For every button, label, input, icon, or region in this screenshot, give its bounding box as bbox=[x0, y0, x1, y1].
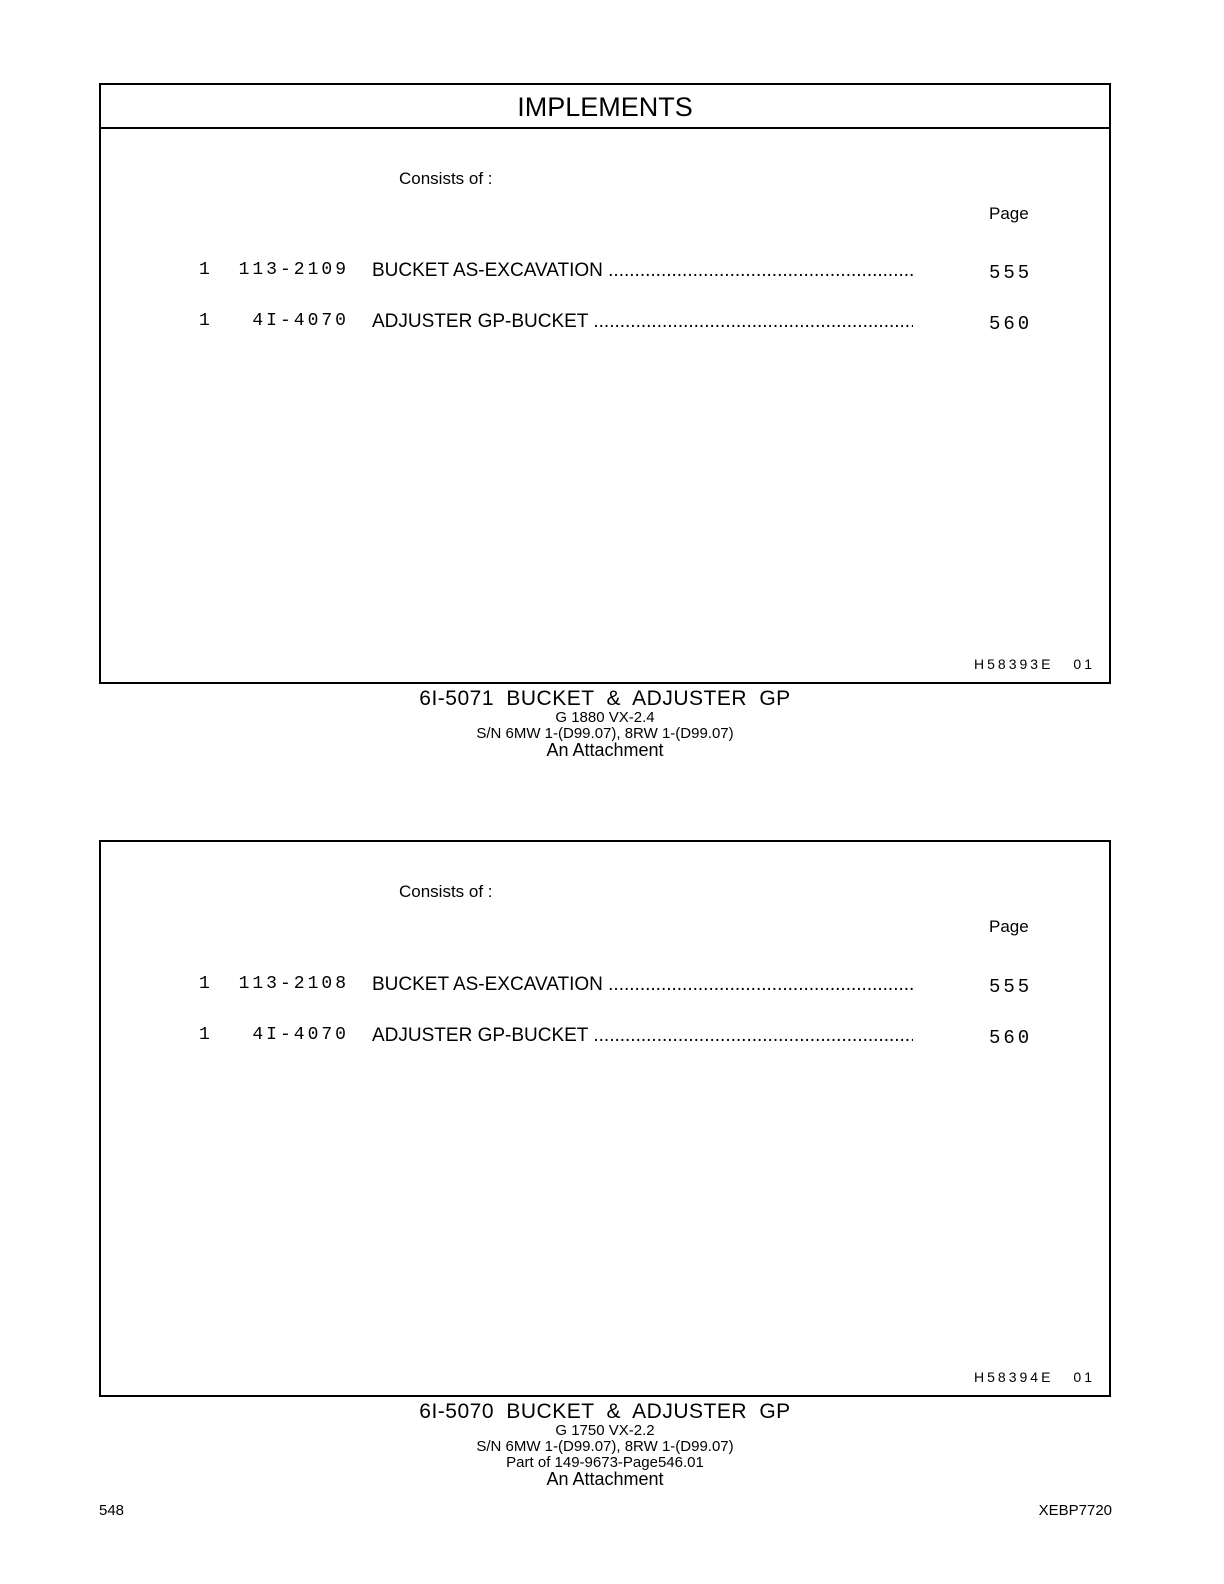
illustration-reference bbox=[974, 1369, 1095, 1385]
illustration-sequence: 01 bbox=[1073, 1369, 1095, 1385]
part-number: 113-2109 bbox=[238, 260, 349, 280]
part-quantity: 1 bbox=[199, 974, 210, 994]
part-description: BUCKET AS-EXCAVATION ..... bbox=[372, 974, 913, 996]
part-row bbox=[101, 260, 1109, 286]
illustration-reference bbox=[974, 656, 1095, 672]
attachment-note: An Attachment bbox=[546, 740, 664, 760]
part-description: BUCKET AS-EXCAVATION ..... bbox=[372, 260, 913, 282]
illustration-sequence: 01 bbox=[1073, 656, 1095, 672]
consists-of-label: Consists of : bbox=[399, 169, 493, 188]
part-row bbox=[101, 974, 1109, 1000]
group-caption bbox=[99, 688, 1111, 759]
group-title: 6I-5071 BUCKET & ADJUSTER GP bbox=[419, 687, 791, 710]
group-title: 6I-5070 BUCKET & ADJUSTER GP bbox=[419, 1400, 791, 1423]
part-row bbox=[101, 311, 1109, 337]
part-number: 4I-4070 bbox=[252, 311, 349, 331]
parts-group-box-1 bbox=[99, 83, 1111, 684]
part-quantity: 1 bbox=[199, 311, 210, 331]
illustration-id: H58393E bbox=[974, 656, 1054, 672]
part-number: 113-2108 bbox=[238, 974, 349, 994]
caption-line: S/N 6MW 1-(D99.07), 8RW 1-(D99.07) bbox=[476, 1438, 734, 1455]
part-number: 4I-4070 bbox=[252, 1025, 349, 1045]
document-code: XEBP7720 bbox=[1038, 1502, 1112, 1519]
caption-line: Part of 149-9673-Page546.01 bbox=[506, 1454, 704, 1471]
page-column-header: Page bbox=[989, 204, 1029, 223]
part-description: ADJUSTER GP-BUCKET ..... bbox=[372, 1025, 913, 1047]
caption-line: G 1750 VX-2.2 bbox=[555, 1422, 655, 1439]
part-row bbox=[101, 1025, 1109, 1051]
illustration-id: H58394E bbox=[974, 1369, 1054, 1385]
part-page-reference: 555 bbox=[989, 976, 1033, 998]
caption-line: G 1880 VX-2.4 bbox=[555, 709, 655, 726]
group-caption bbox=[99, 1401, 1111, 1488]
part-quantity: 1 bbox=[199, 1025, 210, 1045]
page-number: 548 bbox=[99, 1502, 125, 1519]
part-description: ADJUSTER GP-BUCKET ..... bbox=[372, 311, 913, 333]
consists-of-label: Consists of : bbox=[399, 882, 493, 901]
group-body bbox=[101, 129, 1109, 682]
part-page-reference: 560 bbox=[989, 313, 1033, 335]
section-title: IMPLEMENTS bbox=[101, 85, 1109, 129]
part-quantity: 1 bbox=[199, 260, 210, 280]
attachment-note: An Attachment bbox=[546, 1469, 664, 1489]
part-page-reference: 555 bbox=[989, 262, 1033, 284]
caption-line: S/N 6MW 1-(D99.07), 8RW 1-(D99.07) bbox=[476, 725, 734, 742]
part-page-reference: 560 bbox=[989, 1027, 1033, 1049]
group-body bbox=[101, 842, 1109, 1395]
parts-group-box-2 bbox=[99, 840, 1111, 1397]
page-column-header: Page bbox=[989, 917, 1029, 936]
